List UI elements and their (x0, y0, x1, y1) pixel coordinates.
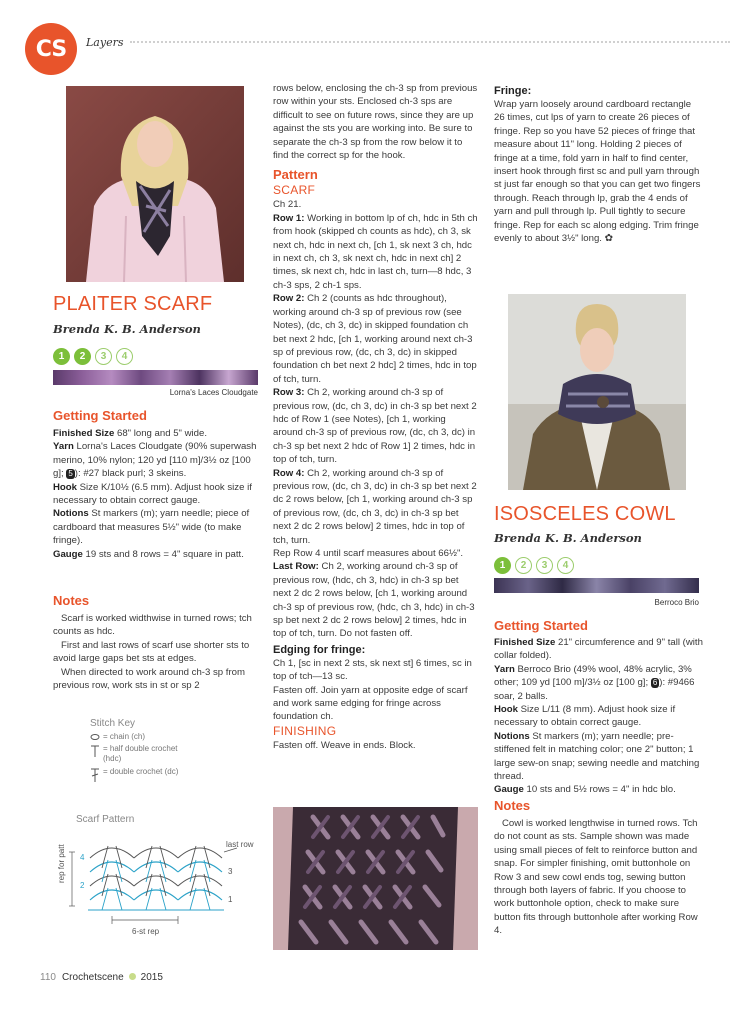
skill-level-4: 4 (557, 557, 574, 574)
notions-value: St markers (m); yarn needle; piece of cardboard that measures 5½" wide (to make fringe). (53, 508, 250, 547)
stitch-key-hdc: = half double crochet (hdc) (103, 744, 178, 763)
row3-text: Ch 2, working around ch-3 sp of previous row, (dc, ch 3, dc) in ch-3 sp bet next 2 hdc of Row 1 (see Notes), [ch 1, working around ch-3 sp of previous row, (dc, ch 3, dc) in ch-3 sp bet next 2 hdc of Row 1] 2 times, hdc in top of tch, turn. (273, 387, 477, 466)
dc-symbol-icon (90, 767, 100, 783)
row-number: 2 (80, 881, 85, 890)
plaiter-getting-started (53, 408, 258, 561)
row1-label: Row 1: (273, 212, 305, 224)
magazine-logo: CS (25, 23, 77, 75)
page-footer (40, 972, 163, 983)
sts-rep-label: 6-st rep (132, 927, 160, 936)
notions-value: St markers (m); yarn needle; pre-stiffened felt in matching color; one 2" button; 1 large sew-on snap; sewing needle and matching thread. (494, 730, 700, 783)
yarn-weight-icon: 6 (652, 678, 658, 688)
stitch-key-title: Stitch Key (90, 718, 136, 729)
skill-level-2: 2 (74, 348, 91, 365)
getting-started-heading: Getting Started (494, 618, 588, 633)
chain-symbol-icon (90, 733, 100, 741)
issue-year: 2015 (140, 972, 163, 983)
fringe-heading: Fringe: (494, 85, 532, 97)
row3-label: Row 3: (273, 387, 305, 399)
scarf-pattern-diagram (52, 828, 262, 940)
stitch-key-dc: = double crochet (dc) (103, 767, 179, 776)
stitch-key-row (90, 732, 210, 742)
hook-label: Hook (494, 704, 518, 716)
fringe-text: Wrap yarn loosely around cardboard rectangle 26 times, cut lps of yarn to create 26 pieces of fringe. Rep so you have 52 pieces of fringe that measure about 11" long. Holding 2 pieces of fringe at a time, fold yarn in half to find center, insert hook through first sc and pull yarn through st just far enough so that you can get two fingers through. Reach through lp, grab the 4 ends of yarn and pull through lp. Pull tightly to secure fringe. Rep for each sc along edging. Trim fringe evenly to about 3½" long. ✿ (494, 99, 701, 245)
notions-label: Notions (494, 730, 530, 742)
finished-size-value: 21" circumference and 9" tall (with collar folded). (494, 637, 703, 662)
edging-text-2: Fasten off. Join yarn at opposite edge of scarf and work same edging for fringe across foundation ch. (273, 684, 468, 723)
last-row-label: Last Row: (273, 561, 319, 573)
row-number: 3 (228, 867, 233, 876)
plaiter-skill-levels (53, 346, 137, 365)
skill-level-3: 3 (536, 557, 553, 574)
isosceles-skill-levels (494, 555, 578, 574)
gauge-label: Gauge (494, 784, 524, 796)
yarn-value-2: ): #9466 soar, 2 balls. (494, 677, 695, 702)
note-item: Scarf is worked widthwise in turned rows; tch counts as hdc. (53, 613, 252, 638)
end-mark-icon: ✿ (604, 233, 614, 245)
finished-size-label: Finished Size (53, 428, 115, 439)
section-name: Layers (86, 36, 124, 49)
finished-size-label: Finished Size (494, 637, 556, 648)
plaiter-yarn-label: Lorna's Laces Cloudgate (169, 388, 258, 397)
repeat-instruction: Rep Row 4 until scarf measures about 66½". (273, 548, 464, 559)
yarn-value-2: ): #27 black purl; 3 skeins. (74, 468, 187, 480)
note-item: First and last rows of scarf use shorter sts to avoid large gaps bet sts at edges. (53, 639, 250, 665)
skill-level-1: 1 (53, 348, 70, 365)
chain-instruction: Ch 21. (273, 199, 302, 211)
scarf-pattern-title: Scarf Pattern (76, 814, 135, 825)
gauge-value: 19 sts and 8 rows = 4" square in patt. (85, 548, 244, 560)
scarf-closeup-photo (273, 807, 478, 950)
plaiter-title: PLAITER SCARF (53, 293, 213, 315)
finished-size-value: 68" long and 5" wide. (116, 428, 208, 439)
isosceles-yarn-swatch (494, 578, 699, 593)
plaiter-scarf-photo (66, 86, 244, 282)
notes-heading: Notes (53, 593, 90, 608)
note-item: When directed to work around ch-3 sp from previous row, work sts in st or sp 2 (53, 666, 245, 692)
notions-label: Notions (53, 508, 89, 520)
stitch-key-chain: = chain (ch) (103, 732, 146, 741)
row4-label: Row 4: (273, 467, 305, 479)
yarn-label: Yarn (53, 441, 74, 453)
finishing-text: Fasten off. Weave in ends. Block. (273, 739, 416, 751)
yarn-value: Lorna's Laces Cloudgate (90% superwash merino, 10% nylon; 120 yd [110 m]/3½ oz [100 g]; (53, 441, 257, 480)
intro-text: rows below, enclosing the ch-3 sp from previous row within your sts. Enclosed ch-3 sps are difficult to see on future rows, since they are up against the sts you are working into. Be sure to separate the ch-3 sp from the row below it to find the correct sp for the hook. (273, 83, 478, 162)
fringe-section (494, 84, 704, 245)
plaiter-designer: Brenda K. B. Anderson (53, 322, 201, 336)
row4-text: Ch 2, working around ch-3 sp of previous row, (dc, ch 3, dc) in ch-3 sp bet next 2 dc 2 rows below, [ch 1, working around ch-3 sp of previous row, (dc, ch 3, dc) in ch-3 sp bet next 2 dc 2 rows below] 2 times, hdc in top of tch, turn. (273, 467, 477, 546)
plaiter-yarn-swatch (53, 370, 258, 385)
notes-text: Cowl is worked lengthwise in turned rows. Tch do not count as sts. Sample shown was made using small pieces of felt to reinforce button and snap. For simpler finishing, omit buttonhole on Row 3 and sew cowl ends tog, sewing button through both layers of fabric. If you choose to work buttonhole option, check to make sure button fits through buttonhole after working Row 4. (494, 818, 698, 937)
edging-heading: Edging for fringe: (273, 643, 366, 656)
rep-label: rep for patt (57, 844, 66, 883)
row2-text: Ch 2 (counts as hdc throughout), working around ch-3 sp of previous row (see Notes), (dc, ch 3, dc) in skipped foundation ch bet next 2 hdc, [ch 1, working around next ch-3 sp of previous row, (dc, ch 3, dc) in skipped foundation ch bet next 2 hdc] 2 times, hdc in top of tch, turn. (273, 293, 477, 385)
pattern-heading: Pattern (273, 167, 318, 183)
isosceles-designer: Brenda K. B. Anderson (494, 531, 642, 545)
scarf-subheading: SCARF (273, 183, 316, 198)
notes-heading: Notes (494, 798, 531, 813)
pattern-column (273, 82, 478, 752)
stitch-key-row (90, 744, 210, 764)
skill-level-2: 2 (515, 557, 532, 574)
stitch-key-row (90, 767, 210, 783)
last-row-label: last row (226, 840, 254, 849)
row1-text: Working in bottom lp of ch, hdc in 5th ch from hook (skipped ch counts as hdc), ch 3, sk next ch, hdc in next ch, [ch 1, sk next 3 ch, hdc in next ch, ch 3, sk next ch, hdc in next ch] 2 times, sk next ch, hdc in last ch, turn—8 hdc, 3 ch-3 sps, 2 ch-1 sps. (273, 212, 478, 291)
isosceles-title: ISOSCELES COWL (494, 503, 676, 525)
edging-text: Ch 1, [sc in next 2 sts, sk next st] 6 times, sc in top of tch—13 sc. (273, 657, 472, 683)
hook-value: Size K/10½ (6.5 mm). Adjust hook size if necessary to obtain correct gauge. (53, 481, 252, 507)
row-number: 4 (80, 853, 85, 862)
skill-level-3: 3 (95, 348, 112, 365)
yarn-value: Berroco Brio (49% wool, 48% acrylic, 3% other; 109 yd [100 m]/3½ oz [100 g]; (494, 663, 692, 689)
row2-label: Row 2: (273, 293, 305, 305)
yarn-label: Yarn (494, 663, 515, 675)
skill-level-1: 1 (494, 557, 511, 574)
gauge-label: Gauge (53, 548, 83, 560)
row-number: 1 (228, 895, 233, 904)
hdc-symbol-icon (90, 744, 100, 758)
footer-dot-icon (129, 973, 136, 980)
stitch-key (90, 718, 210, 783)
finishing-subheading: FINISHING (273, 723, 337, 738)
magazine-name: Crochetscene (61, 972, 124, 983)
skill-level-4: 4 (116, 348, 133, 365)
isosceles-getting-started (494, 618, 706, 797)
isosceles-cowl-photo (508, 294, 686, 490)
yarn-weight-icon: 5 (68, 469, 73, 479)
isosceles-yarn-label: Berroco Brio (654, 598, 699, 607)
hook-label: Hook (53, 481, 77, 493)
plaiter-notes (53, 593, 258, 692)
isosceles-notes (494, 798, 706, 938)
last-row-text: Ch 2, working around ch-3 sp of previous row, (hdc, ch 3, hdc) in ch-3 sp bet next 2 dc 2 rows below, [ch 1, working around ch-3 sp of previous row, (hdc, ch 3, hdc) in ch-3 sp bet next 2 dc 2 rows below] 2 times, hdc in top of tch, turn. Do not fasten off. (273, 561, 475, 640)
getting-started-heading: Getting Started (53, 408, 147, 423)
hook-value: Size L/11 (8 mm). Adjust hook size if necessary to obtain correct gauge. (494, 704, 676, 729)
header-divider (130, 41, 730, 43)
gauge-value: 10 sts and 5½ rows = 4" in hdc blo. (526, 784, 676, 796)
page-number: 110 (40, 972, 56, 983)
